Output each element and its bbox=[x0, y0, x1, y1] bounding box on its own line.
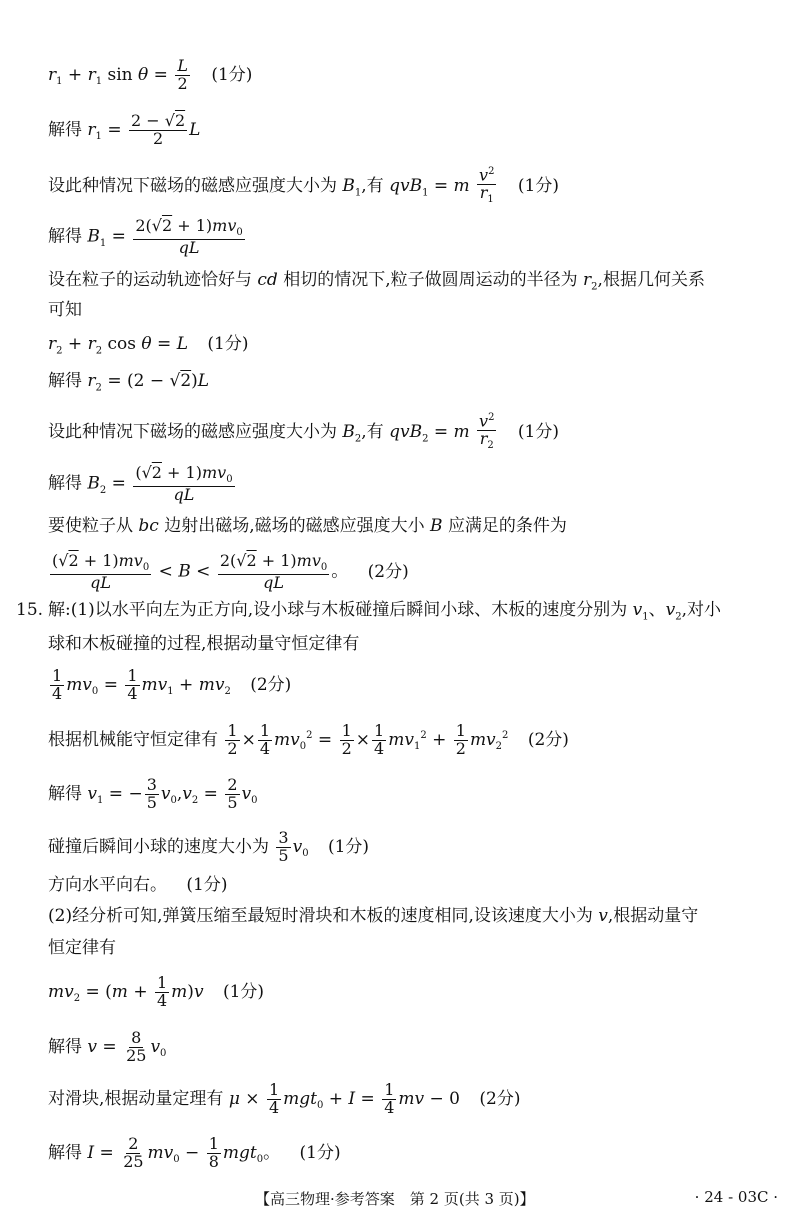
eq-r2-geometry: $r_2 + r_2$ cos θ = L (1分) bbox=[48, 334, 249, 357]
text-q15-intro-1: 解:(1)以水平向左为正方向,设小球与木板碰撞后瞬间小球、木板的速度分别为 $v_1$、$v_2$,对小 bbox=[48, 600, 721, 623]
score: (1分) bbox=[327, 836, 370, 857]
eq-b-range: $\frac{(√2 + 1)mv_0}{qL}$ < B < $\frac{2(√2 + 1)mv_0}{qL}$ 。 (2分) bbox=[52, 551, 409, 592]
score: (1分) bbox=[517, 175, 559, 196]
score: (1分) bbox=[517, 421, 559, 442]
eq-speed-after: 碰撞后瞬间小球的速度大小为 $\frac{3}{5}$ $v_0$ (1分) bbox=[48, 828, 370, 865]
score: (1分) bbox=[186, 875, 228, 895]
text-r2-setup-2: 可知 bbox=[48, 300, 82, 320]
eq-impulse: 对滑块,根据动量定理有 μ × $\frac{1}{4}$ mgt$_0$ + I = $\frac{1}{4}$ mv − 0 (2分) bbox=[48, 1080, 521, 1117]
text-q15-intro-2: 球和木板碰撞的过程,根据动量守恒定律有 bbox=[48, 634, 360, 654]
text-direction: 方向水平向右。 (1分) bbox=[48, 875, 228, 895]
question-number: 15. bbox=[16, 600, 44, 620]
footer-title: 【高三物理·参考答案 第 2 页(共 3 页)】 bbox=[255, 1190, 535, 1208]
eq-b2-result: 解得 $B_2$ = $\frac{(√2 + 1)mv_0}{qL}$ bbox=[48, 463, 233, 504]
footer-code: · 24 - 03C · bbox=[694, 1188, 778, 1206]
eq-energy: 根据机械能守恒定律有 $\frac{1}{2}$ × $\frac{1}{4}$ $mv_0^2$ = $\frac{1}{2}$ × $\frac{1}{4}$ $mv_1^2$ + $\frac{1}{2}$ $mv_2^2$ (2分) bbox=[48, 721, 569, 758]
eq-impulse-result: 解得 I = $\frac{2}{25}$ $mv_0$ − $\frac{1}{8}$ mgt$_0$。 (1分) bbox=[48, 1134, 341, 1171]
text-part2-1: (2)经分析可知,弹簧压缩至最短时滑块和木板的速度相同,设该速度大小为 v,根据动量守 bbox=[48, 906, 699, 926]
eq-v-result: 解得 v = $\frac{8}{25}$ $v_0$ bbox=[48, 1028, 167, 1065]
text-bc-condition: 要使粒子从 bc 边射出磁场,磁场的磁感应强度大小 B 应满足的条件为 bbox=[48, 516, 567, 536]
eq-b1-setup: 设此种情况下磁场的磁感应强度大小为 $B_1$,有 qvB$_1$ = m $\frac{v^2}{r_1}$ (1分) bbox=[48, 165, 559, 206]
score: (2分) bbox=[367, 561, 409, 582]
eq-r2-result: 解得 $r_2 = (2 - √2)L$ bbox=[48, 371, 210, 394]
page-footer bbox=[0, 1186, 800, 1210]
eq-v1-v2: 解得 $v_1$ = − $\frac{3}{5}$ $v_0,v_2$ = $\frac{2}{5}$ $v_0$ bbox=[48, 775, 258, 812]
score: (1分) bbox=[207, 334, 249, 354]
score: (2分) bbox=[479, 1088, 521, 1109]
eq-b2-setup: 设此种情况下磁场的磁感应强度大小为 $B_2$,有 qvB$_2$ = m $\frac{v^2}{r_2}$ (1分) bbox=[48, 411, 559, 452]
score: (2分) bbox=[527, 729, 569, 750]
eq-r1-result: 解得 $r_1$ = $\frac{2 - √2}{2}$ L bbox=[48, 111, 201, 148]
eq-common-velocity: $mv_2 = (m$ + $\frac{1}{4}$ m)v (1分) bbox=[48, 973, 265, 1010]
eq-r1-geometry: $r_1 + r_1$ sin θ = $\frac{L}{2}$ (1分) bbox=[48, 56, 253, 93]
score: (1分) bbox=[299, 1142, 341, 1163]
score: (1分) bbox=[222, 981, 265, 1002]
eq-momentum: $\frac{1}{4}$ $mv_0$ = $\frac{1}{4}$ $mv_1 + mv_2$ (2分) bbox=[52, 666, 292, 703]
text-r2-setup-1: 设在粒子的运动轨迹恰好与 cd 相切的情况下,粒子做圆周运动的半径为 $r_2$,根据几何关系 bbox=[48, 270, 705, 293]
text-part2-2: 恒定律有 bbox=[48, 938, 116, 958]
score: (1分) bbox=[211, 64, 253, 85]
score: (2分) bbox=[250, 674, 292, 695]
eq-b1-result: 解得 $B_1$ = $\frac{2(√2 + 1)mv_0}{qL}$ bbox=[48, 216, 243, 257]
